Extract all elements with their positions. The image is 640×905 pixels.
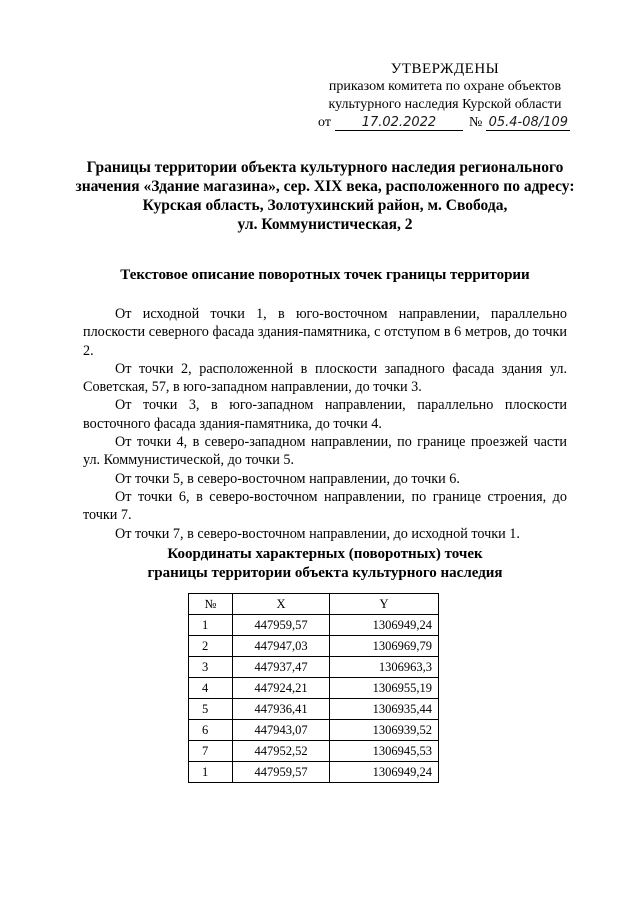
cell-x: 447959,57 [233, 762, 330, 783]
coordinates-heading [60, 545, 590, 583]
table-row [189, 678, 439, 699]
description-paragraph-3: От точки 3, в юго-западном направлении, параллельно плоскости восточного фасада здания-памятника, до точки 4. [83, 397, 567, 432]
cell-x: 447943,07 [233, 720, 330, 741]
table-row [189, 615, 439, 636]
column-header-x: X [233, 594, 330, 615]
description-paragraph-5: От точки 5, в северо-восточном направлении, до точки 6. [115, 470, 460, 487]
cell-x: 447924,21 [233, 678, 330, 699]
coordinates-heading-line-2: границы территории объекта культурного наследия [147, 565, 503, 581]
from-label: от [318, 115, 331, 130]
cell-number: 6 [189, 720, 233, 741]
cell-y: 1306955,19 [330, 678, 439, 699]
cell-y: 1306939,52 [330, 720, 439, 741]
description-paragraph-2: От точки 2, расположенной в плоскости западного фасада здания ул. Советская, 57, в юго-западном направлении, до точки 3. [83, 360, 567, 396]
cell-y: 1306963,3 [330, 657, 439, 678]
approval-date-line [300, 114, 590, 132]
cell-x: 447936,41 [233, 699, 330, 720]
approval-block [300, 60, 590, 132]
cell-number: 2 [189, 636, 233, 657]
handwritten-number: 05.4-08/109 [486, 115, 570, 131]
number-label: № [468, 115, 483, 130]
cell-number: 3 [189, 657, 233, 678]
table-row [189, 741, 439, 762]
cell-y: 1306969,79 [330, 636, 439, 657]
cell-y: 1306945,53 [330, 741, 439, 762]
column-header-number: № [189, 594, 233, 615]
table-header-row [189, 594, 439, 615]
cell-x: 447959,57 [233, 615, 330, 636]
coordinates-heading-line-1: Координаты характерных (поворотных) точек [167, 546, 483, 562]
cell-number: 7 [189, 741, 233, 762]
cell-number: 1 [189, 615, 233, 636]
cell-y: 1306935,44 [330, 699, 439, 720]
document-title [60, 158, 590, 234]
description-paragraph-6: От точки 6, в северо-восточном направлении, по границе строения, до точки 7. [83, 488, 567, 524]
table-row [189, 699, 439, 720]
title-line-1: Границы территории объекта культурного наследия регионального [86, 159, 564, 176]
handwritten-date: 17.02.2022 [335, 115, 463, 131]
approval-line-1: приказом комитета по охране объектов [328, 79, 562, 94]
description-heading: Текстовое описание поворотных точек границы территории [120, 267, 530, 283]
cell-x: 447952,52 [233, 741, 330, 762]
description-paragraph-7: От точки 7, в северо-восточном направлении, до исходной точки 1. [115, 525, 520, 542]
description-paragraph-1: От исходной точки 1, в юго-восточном направлении, параллельно плоскости северного фасада здания-памятника, с отступом в 6 метров, до точки 2. [83, 306, 567, 359]
title-line-4: ул. Коммунистическая, 2 [237, 216, 413, 233]
approval-heading: УТВЕРЖДЕНЫ [390, 61, 500, 77]
cell-y: 1306949,24 [330, 762, 439, 783]
table-row [189, 762, 439, 783]
approval-line-2: культурного наследия Курской области [328, 97, 562, 112]
cell-x: 447947,03 [233, 636, 330, 657]
description-text [83, 305, 567, 543]
table-row [189, 720, 439, 741]
cell-number: 5 [189, 699, 233, 720]
title-line-3: Курская область, Золотухинский район, м. Свобода, [142, 197, 508, 214]
description-paragraph-4: От точки 4, в северо-западном направлении, по границе проезжей части ул. Коммунистической, до точки 5. [83, 434, 567, 469]
cell-number: 4 [189, 678, 233, 699]
coordinates-table [188, 593, 439, 783]
title-line-2: значения «Здание магазина», сер. XIX века, расположенного по адресу: [75, 178, 575, 195]
cell-y: 1306949,24 [330, 615, 439, 636]
column-header-y: Y [330, 594, 439, 615]
table-row [189, 636, 439, 657]
cell-x: 447937,47 [233, 657, 330, 678]
table-row [189, 657, 439, 678]
cell-number: 1 [189, 762, 233, 783]
